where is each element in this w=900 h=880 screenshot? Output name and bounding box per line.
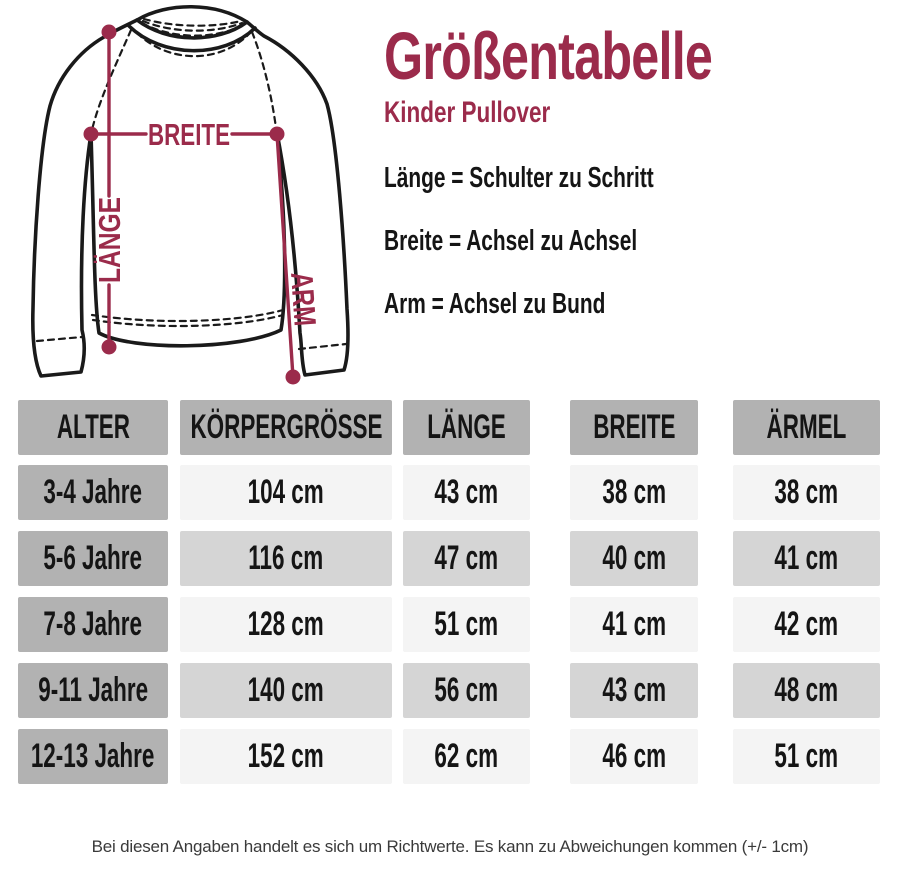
header-koerpergroesse: KÖRPERGRÖSSE: [180, 400, 392, 455]
cell-length: 62 cm: [403, 729, 530, 784]
cell-body-height: 116 cm: [180, 531, 392, 586]
measurement-legend: [384, 163, 759, 352]
measure-dot-armpit-left: [84, 127, 99, 142]
table-row: [18, 729, 880, 784]
cell-sleeve: 41 cm: [733, 531, 880, 586]
disclaimer-note: Bei diesen Angaben handelt es sich um Richtwerte. Es kann zu Abweichungen kommen (+/- 1cm): [91, 837, 809, 856]
header-alter: ALTER: [18, 400, 168, 455]
cell-body-height: 128 cm: [180, 597, 392, 652]
header-breite: BREITE: [570, 400, 698, 455]
laenge-label: LÄNGE: [92, 174, 128, 283]
page-title: Größentabelle: [384, 19, 713, 94]
cell-length: 43 cm: [403, 465, 530, 520]
measure-dot-cuff: [286, 370, 301, 385]
table-row: [18, 531, 880, 586]
cell-width: 40 cm: [570, 531, 698, 586]
measure-dot-armpit-right: [270, 127, 285, 142]
cell-width: 41 cm: [570, 597, 698, 652]
cell-body-height: 104 cm: [180, 465, 392, 520]
cell-age: 9-11 Jahre: [18, 663, 168, 718]
breite-label: BREITE: [148, 117, 230, 153]
page-subtitle: Kinder Pullover: [384, 96, 551, 129]
cell-age: 12-13 Jahre: [18, 729, 168, 784]
sweater-diagram: [0, 0, 368, 400]
measure-dot-hem: [102, 340, 117, 355]
cell-sleeve: 48 cm: [733, 663, 880, 718]
cell-age: 7-8 Jahre: [18, 597, 168, 652]
cell-length: 47 cm: [403, 531, 530, 586]
cell-length: 56 cm: [403, 663, 530, 718]
cell-age: 3-4 Jahre: [18, 465, 168, 520]
cell-width: 43 cm: [570, 663, 698, 718]
cell-body-height: 140 cm: [180, 663, 392, 718]
measure-dot-shoulder: [102, 25, 117, 40]
cell-width: 38 cm: [570, 465, 698, 520]
cell-length: 51 cm: [403, 597, 530, 652]
table-row: [18, 597, 880, 652]
cell-age: 5-6 Jahre: [18, 531, 168, 586]
header-laenge: LÄNGE: [403, 400, 530, 455]
header-aermel: ÄRMEL: [733, 400, 880, 455]
size-table: [18, 400, 880, 795]
cell-sleeve: 51 cm: [733, 729, 880, 784]
cell-width: 46 cm: [570, 729, 698, 784]
legend-line-breite: Breite = Achsel zu Achsel: [384, 225, 638, 257]
table-row: [18, 663, 880, 718]
table-row: [18, 465, 880, 520]
cell-body-height: 152 cm: [180, 729, 392, 784]
cell-sleeve: 42 cm: [733, 597, 880, 652]
legend-line-laenge: Länge = Schulter zu Schritt: [384, 162, 654, 194]
table-header-row: [18, 400, 880, 455]
legend-line-arm: Arm = Achsel zu Bund: [384, 288, 606, 320]
cell-sleeve: 38 cm: [733, 465, 880, 520]
arm-label: ARM: [284, 270, 324, 344]
